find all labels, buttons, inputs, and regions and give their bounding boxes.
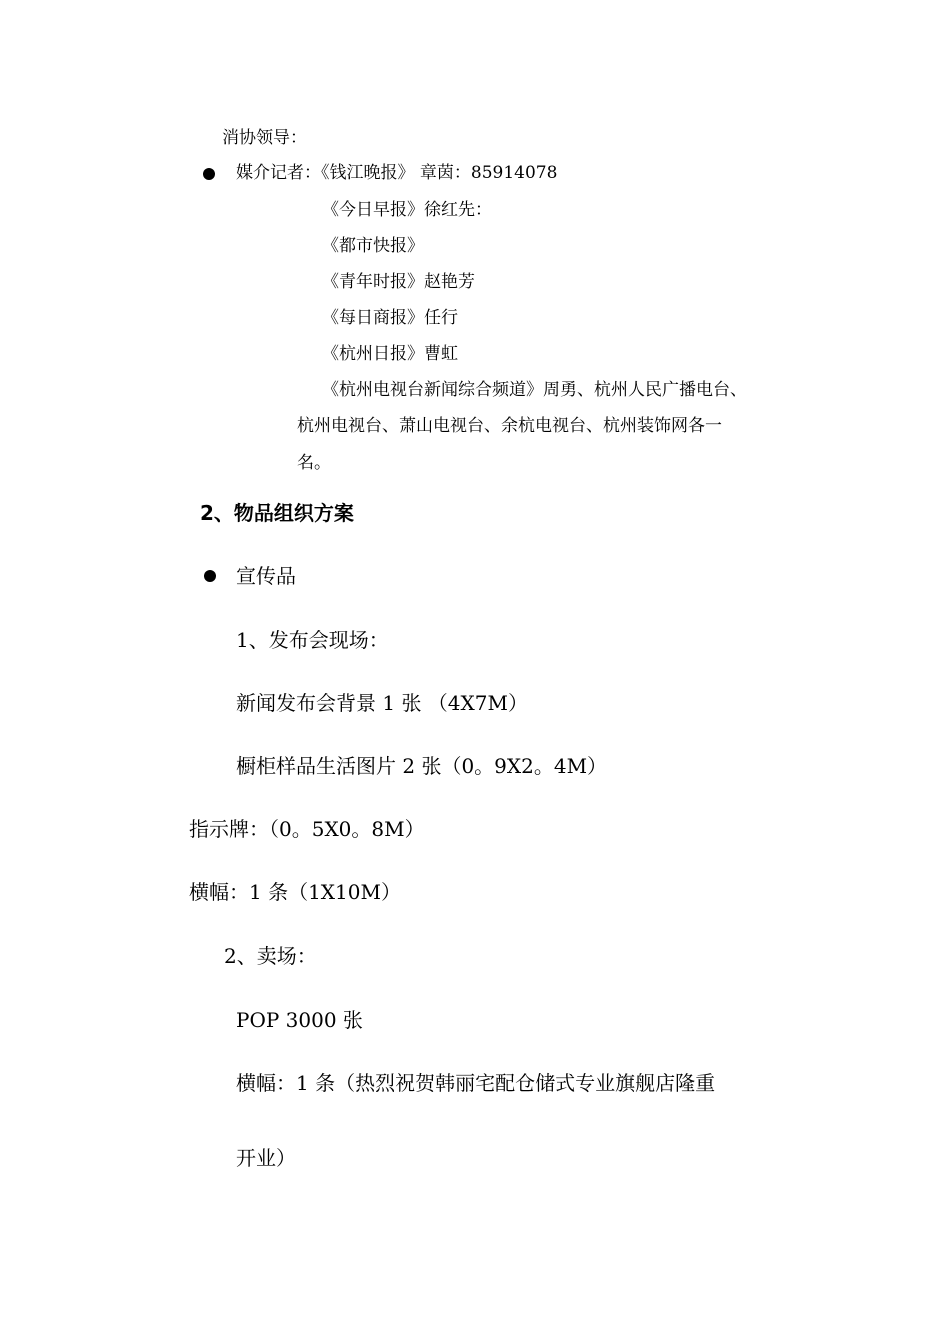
pop-line: POP 3000 张 (236, 1008, 363, 1032)
bullet-icon (203, 168, 215, 180)
media-reporters-line (236, 165, 557, 182)
venue-item: 橱柜样品生活图片 2 张（0。9X2。4M） (236, 754, 608, 778)
media-item: 《青年时报》赵艳芳 (322, 272, 475, 292)
section-heading: 2、物品组织方案 (200, 501, 354, 525)
tv-media-line-3: 名。 (297, 453, 331, 473)
media-label: 媒介记者： (236, 163, 321, 183)
consumer-association-line: 消协领导： (222, 128, 307, 148)
promo-materials-label: 宣传品 (236, 564, 296, 588)
media-first-entry: 《钱江晚报》 章茵：85914078 (321, 163, 558, 183)
media-item: 《都市快报》 (322, 236, 424, 256)
venue-item: 新闻发布会背景 1 张 （4X7M） (236, 691, 528, 715)
store-banner-line-2: 开业） (236, 1146, 296, 1170)
tv-media-line-2: 杭州电视台、萧山电视台、余杭电视台、杭州装饰网各一 (297, 416, 722, 436)
store-heading: 2、卖场： (224, 944, 317, 968)
media-item: 《今日早报》徐红先： (322, 200, 492, 220)
media-item: 《每日商报》任行 (322, 308, 458, 328)
bullet-icon (204, 570, 216, 582)
tv-media-line-1: 《杭州电视台新闻综合频道》周勇、杭州人民广播电台、 (322, 380, 747, 400)
sign-line: 指示牌：（0。5X0。8M） (189, 817, 425, 841)
media-item: 《杭州日报》曹虹 (322, 344, 458, 364)
store-banner-line-1: 横幅：1 条（热烈祝贺韩丽宅配仓储式专业旗舰店隆重 (236, 1071, 716, 1095)
venue-heading: 1、发布会现场： (236, 628, 389, 652)
banner-line: 横幅：1 条（1X10M） (189, 880, 401, 904)
